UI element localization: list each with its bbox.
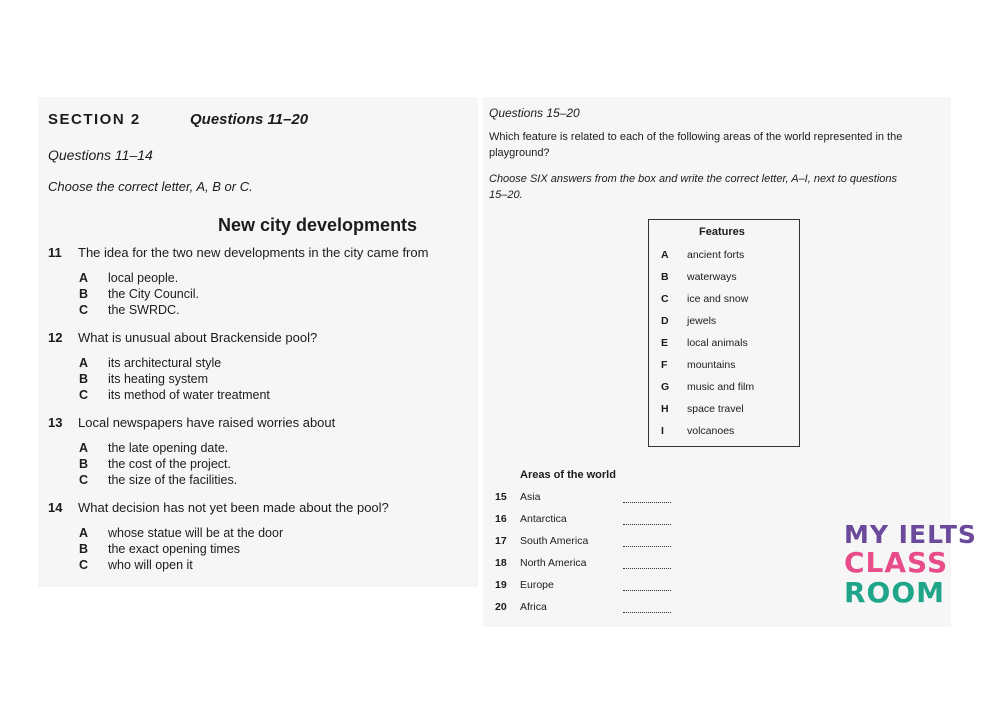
logo-line-3: ROOM (844, 576, 946, 609)
features-box (648, 219, 800, 447)
feature-letter: H (661, 403, 669, 415)
choose-line-2: 15–20. (489, 189, 523, 201)
answer-blank[interactable] (623, 524, 671, 525)
sub-questions-heading: Questions 11–14 (48, 147, 153, 163)
option-text: its method of water treatment (108, 388, 270, 402)
area-row-15 (495, 491, 695, 511)
question-number: 12 (48, 330, 63, 345)
feature-text: mountains (687, 359, 736, 371)
area-number: 15 (495, 491, 507, 503)
answer-blank[interactable] (623, 590, 671, 591)
option-letter: B (79, 372, 89, 386)
option-letter: A (79, 271, 89, 285)
question-text: Local newspapers have raised worries about (78, 415, 336, 430)
option-text: the cost of the project. (108, 457, 231, 471)
question-text: What decision has not yet been made about the pool? (78, 500, 389, 515)
answer-blank[interactable] (623, 568, 671, 569)
feature-letter: I (661, 425, 664, 437)
feature-letter: A (661, 249, 669, 261)
area-row-16 (495, 513, 695, 533)
feature-text: music and film (687, 381, 755, 393)
feature-letter: G (661, 381, 670, 393)
area-name: South America (520, 535, 589, 547)
questions-range: Questions 11–20 (190, 111, 309, 128)
section-label: SECTION 2 (48, 111, 141, 128)
area-row-19 (495, 579, 695, 599)
option-text: who will open it (108, 558, 193, 572)
option-letter: C (79, 388, 89, 402)
feature-text: ice and snow (687, 293, 749, 305)
option-text: its architectural style (108, 356, 222, 370)
area-row-20 (495, 601, 695, 621)
questions-15-20-heading: Questions 15–20 (489, 106, 580, 120)
feature-text: ancient forts (687, 249, 745, 261)
area-number: 18 (495, 557, 507, 569)
question-number: 14 (48, 500, 63, 515)
option-text: the SWRDC. (108, 303, 180, 317)
logo-line-2: CLASS (844, 546, 949, 579)
area-number: 17 (495, 535, 507, 547)
myieltsclassroom-logo (842, 520, 977, 609)
intro-line-1: Which feature is related to each of the following areas of the world represented in the (489, 131, 903, 143)
feature-text: waterways (687, 271, 737, 283)
area-number: 20 (495, 601, 507, 613)
feature-text: jewels (687, 315, 717, 327)
choose-line-1: Choose SIX answers from the box and write the correct letter, A–I, next to questions (489, 173, 898, 185)
intro-line-2: playground? (489, 147, 550, 159)
option-letter: C (79, 303, 89, 317)
option-text: its heating system (108, 372, 209, 386)
area-name: Asia (520, 491, 541, 503)
area-number: 19 (495, 579, 507, 591)
option-letter: B (79, 457, 89, 471)
question-number: 11 (48, 245, 62, 260)
answer-blank[interactable] (623, 502, 671, 503)
feature-letter: E (661, 337, 669, 349)
option-text: the size of the facilities. (108, 473, 238, 487)
option-letter: B (79, 287, 89, 301)
feature-letter: D (661, 315, 669, 327)
option-letter: A (79, 356, 89, 370)
feature-letter: C (661, 293, 669, 305)
option-text: the late opening date. (108, 441, 229, 455)
option-text: the exact opening times (108, 542, 241, 556)
area-name: Europe (520, 579, 554, 591)
area-name: Antarctica (520, 513, 567, 525)
option-text: local people. (108, 271, 179, 285)
option-letter: C (79, 473, 89, 487)
feature-text: volcanoes (687, 425, 735, 437)
feature-text: local animals (687, 337, 748, 349)
question-text: The idea for the two new developments in the city came from (78, 245, 429, 260)
feature-text: space travel (687, 403, 744, 415)
features-title: Features (699, 226, 745, 238)
area-row-17 (495, 535, 695, 555)
option-letter: A (79, 526, 89, 540)
page-title: New city developments (218, 215, 418, 235)
question-number: 13 (48, 415, 63, 430)
option-text: whose statue will be at the door (108, 526, 284, 540)
question-text: What is unusual about Brackenside pool? (78, 330, 318, 345)
area-row-18 (495, 557, 695, 577)
feature-letter: F (661, 359, 668, 371)
answer-blank[interactable] (623, 546, 671, 547)
left-page (38, 97, 478, 587)
option-text: the City Council. (108, 287, 200, 301)
instruction: Choose the correct letter, A, B or C. (48, 179, 253, 194)
area-number: 16 (495, 513, 507, 525)
answer-blank[interactable] (623, 612, 671, 613)
areas-title: Areas of the world (520, 469, 616, 481)
option-letter: B (79, 542, 89, 556)
feature-letter: B (661, 271, 669, 283)
option-letter: C (79, 558, 89, 572)
area-name: Africa (520, 601, 547, 613)
area-name: North America (520, 557, 587, 569)
option-letter: A (79, 441, 89, 455)
logo-line-1: MY IELTS (844, 520, 977, 549)
